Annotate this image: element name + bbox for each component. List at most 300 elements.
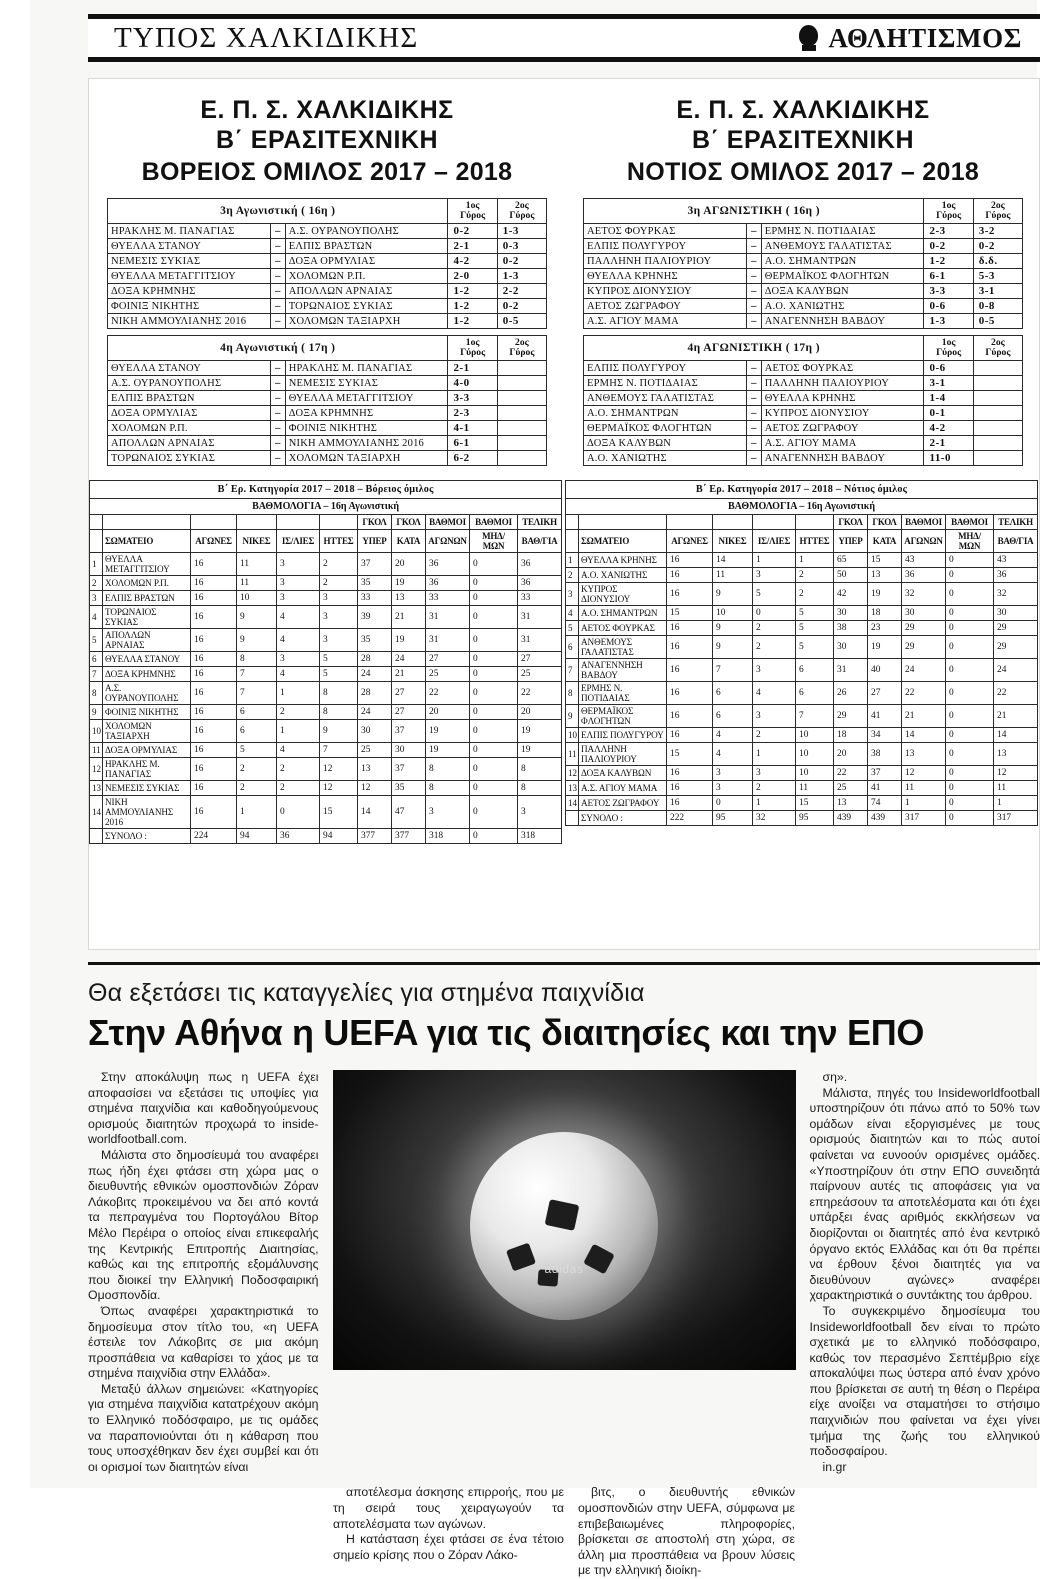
standings-row [566, 606, 1038, 621]
stat-gf: 24 [358, 667, 392, 682]
club-name: ΦΟΙΝΙΞ ΝΙΚΗΤΗΣ [103, 705, 191, 720]
stat-ded: 0 [470, 781, 518, 796]
stat-p: 16 [191, 652, 237, 667]
stat-ga: 15 [868, 553, 902, 568]
home-team: ΔΟΞΑ ΚΑΛΥΒΩΝ [584, 436, 747, 451]
stat-ded: 0 [470, 758, 518, 781]
stat-d: 1 [277, 720, 320, 743]
score-round1: 0-1 [924, 406, 973, 421]
column-header: ΜΗΔ/ΜΩΝ [470, 530, 518, 553]
vs-dash: – [270, 254, 285, 269]
standings-row [90, 629, 562, 652]
stat-l: 10 [796, 728, 834, 743]
away-team: ΤΟΡΩΝΑΙΟΣ ΣΥΚΙΑΣ [285, 299, 448, 314]
club-name: ΑΕΤΟΣ ΦΟΥΡΚΑΣ [579, 621, 667, 636]
column-header-top: ΓΚΟΛ [834, 515, 868, 530]
score-round1: 3-3 [924, 284, 973, 299]
home-team: ΝΙΚΗ ΑΜΜΟΥΛΙΑΝΗΣ 2016 [108, 314, 271, 329]
club-name: ΝΕΜΕΣΙΣ ΣΥΚΙΑΣ [103, 781, 191, 796]
fixtures-header-row [584, 336, 1023, 361]
standings-total-row [566, 811, 1038, 826]
stat-d: 3 [277, 591, 320, 606]
stat-p: 16 [191, 629, 237, 652]
club-name: Α.Σ. ΟΥΡΑΝΟΥΠΟΛΗΣ [103, 682, 191, 705]
column-header-top: ΒΑΘΜΟΙ [902, 515, 946, 530]
away-team: Α.Σ. ΟΥΡΑΝΟΥΠΟΛΗΣ [285, 224, 448, 239]
stat-total: 20 [518, 705, 562, 720]
stat-l: 6 [796, 682, 834, 705]
away-team: ΑΕΤΟΣ ΖΩΓΡΑΦΟΥ [761, 421, 924, 436]
article-paragraph: Μάλιστα στο δημοσίευμά του αναφέρει πως ήδη έχει φτάσει στη χώρα μας ο διευθυντής εθνικών ομοσπονδιών Ζόραν Λάκοβιτς προκειμένου να δει από κοντά τα πεπραγμένα του Πορτογάλου Βίτορ Μέλο Περέιρα ο οποίος είναι επικεφαλής της Κεντρικής Επιτροπής Διαιτησίας, καθώς και της επιτροπής εξομάλυνσης που διοικεί την Ελληνική Ποδοσφαιρική Ομοσπονδία. [88, 1147, 319, 1303]
club-name: ΤΟΡΩΝΑΙΟΣ ΣΥΚΙΑΣ [103, 606, 191, 629]
column-header: ΥΠΕΡ [834, 530, 868, 553]
fixture-row [584, 421, 1023, 436]
score-round2 [497, 391, 546, 406]
stat-ga: 34 [868, 728, 902, 743]
standings-row [90, 667, 562, 682]
total-w: 94 [237, 829, 277, 844]
col-header-round2: 2ος Γύρος [497, 336, 546, 361]
home-team: ΘΥΕΛΛΑ ΣΤΑΝΟΥ [108, 239, 271, 254]
stat-total: 14 [994, 728, 1038, 743]
standings-header-row-top [566, 515, 1038, 530]
club-name: Α.Ο. ΣΗΜΑΝΤΡΩΝ [579, 606, 667, 621]
total-ga: 377 [392, 829, 426, 844]
stat-d: 3 [753, 568, 796, 583]
home-team: ΧΟΛΟΜΩΝ Ρ.Π. [108, 421, 271, 436]
away-team: ΗΡΑΚΛΗΣ Μ. ΠΑΝΑΓΙΑΣ [285, 361, 448, 376]
vs-dash: – [270, 436, 285, 451]
total-ga: 439 [868, 811, 902, 826]
club-name: ΧΟΛΟΜΩΝ Ρ.Π. [103, 576, 191, 591]
stat-p: 16 [191, 796, 237, 829]
stat-gf: 35 [358, 576, 392, 591]
fixture-row [584, 436, 1023, 451]
stat-ded: 0 [470, 606, 518, 629]
fixture-row [584, 284, 1023, 299]
stat-w: 5 [237, 743, 277, 758]
club-name: ΔΟΞΑ ΚΑΛΥΒΩΝ [579, 766, 667, 781]
stat-d: 3 [277, 553, 320, 576]
score-round1: 4-2 [924, 421, 973, 436]
stat-ded: 0 [946, 796, 994, 811]
away-team: ΑΝΑΓΕΝΝΗΣΗ ΒΑΒΔΟΥ [761, 314, 924, 329]
standings-table [89, 480, 562, 844]
stat-p: 16 [667, 583, 713, 606]
group-title-line2: Β΄ ΕΡΑΣΙΤΕΧΝΙΚΗ [691, 126, 915, 154]
stat-w: 6 [713, 682, 753, 705]
stat-pts: 43 [902, 553, 946, 568]
vs-dash: – [270, 299, 285, 314]
standings-south [565, 480, 1041, 826]
stat-gf: 39 [358, 606, 392, 629]
stat-l: 3 [320, 629, 358, 652]
stat-gf: 18 [834, 728, 868, 743]
stat-gf: 22 [834, 766, 868, 781]
club-name: ΑΕΤΟΣ ΖΩΓΡΑΦΟΥ [579, 796, 667, 811]
standings-table [565, 480, 1038, 826]
stat-p: 15 [667, 606, 713, 621]
home-team: Α.Ο. ΧΑΝΙΩΤΗΣ [584, 451, 747, 466]
fixture-row [108, 376, 547, 391]
club-name: ΝΙΚΗ ΑΜΜΟΥΛΙΑΝΗΣ 2016 [103, 796, 191, 829]
standings-row [90, 781, 562, 796]
fixture-row [584, 406, 1023, 421]
article-rule [88, 962, 1040, 965]
club-name: ΑΠΟΛΛΩΝ ΑΡΝΑΙΑΣ [103, 629, 191, 652]
stat-ga: 74 [868, 796, 902, 811]
home-team: ΔΟΞΑ ΚΡΗΜΝΗΣ [108, 284, 271, 299]
club-name: ΚΥΠΡΟΣ ΔΙΟΝΥΣΙΟΥ [579, 583, 667, 606]
away-team: ΔΟΞΑ ΚΑΛΥΒΩΝ [761, 284, 924, 299]
rank-number: 7 [566, 659, 579, 682]
stat-l: 8 [320, 682, 358, 705]
stat-gf: 42 [834, 583, 868, 606]
total-d: 36 [277, 829, 320, 844]
column-header: ΙΣ/ΛΙΕΣ [753, 530, 796, 553]
fixture-row [584, 299, 1023, 314]
away-team: ΝΙΚΗ ΑΜΜΟΥΛΙΑΝΗΣ 2016 [285, 436, 448, 451]
fixtures-table [583, 335, 1023, 466]
stat-d: 2 [753, 621, 796, 636]
stat-w: 2 [237, 781, 277, 796]
fixture-row [108, 361, 547, 376]
stat-ded: 0 [946, 766, 994, 781]
col-header-round1: 1ος Γύρος [924, 199, 973, 224]
stat-ga: 24 [392, 652, 426, 667]
vs-dash: – [746, 406, 761, 421]
fixture-row [108, 239, 547, 254]
score-round1: 0-6 [924, 299, 973, 314]
standings-row [90, 720, 562, 743]
away-team: ΠΑΛΛΗΝΗ ΠΑΛΙΟΥΡΙΟΥ [761, 376, 924, 391]
vs-dash: – [270, 269, 285, 284]
score-round2: 0-5 [973, 314, 1022, 329]
column-header-top [237, 515, 277, 530]
home-team: ΕΡΜΗΣ Ν. ΠΟΤΙΔΑΙΑΣ [584, 376, 747, 391]
stat-ded: 0 [470, 553, 518, 576]
score-round2 [973, 361, 1022, 376]
stat-total: 31 [518, 629, 562, 652]
score-round1: 1-2 [448, 284, 497, 299]
club-name: ΘΥΕΛΛΑ ΜΕΤΑΓΓΙΤΣΙΟΥ [103, 553, 191, 576]
stat-gf: 20 [834, 743, 868, 766]
article-headline: Στην Αθήνα η UEFA για τις διαιτησίες και την ΕΠΟ [88, 1012, 925, 1053]
stat-pts: 8 [426, 758, 470, 781]
stat-d: 3 [277, 576, 320, 591]
fixtures-table [107, 198, 547, 329]
club-name: Α.Ο. ΧΑΝΙΩΤΗΣ [579, 568, 667, 583]
away-team: ΑΠΟΛΛΩΝ ΑΡΝΑΙΑΣ [285, 284, 448, 299]
total-l: 95 [796, 811, 834, 826]
stat-ded: 0 [470, 667, 518, 682]
stat-ded: 0 [470, 720, 518, 743]
home-team: ΑΕΤΟΣ ΖΩΓΡΑΦΟΥ [584, 299, 747, 314]
stat-total: 24 [994, 659, 1038, 682]
stat-l: 15 [796, 796, 834, 811]
stat-l: 8 [320, 705, 358, 720]
stat-d: 1 [277, 682, 320, 705]
standings-caption-row [566, 481, 1038, 499]
column-header [566, 530, 579, 553]
club-name: ΑΝΘΕΜΟΥΣ ΓΑΛΑΤΙΣΤΑΣ [579, 636, 667, 659]
stat-total: 27 [518, 652, 562, 667]
stat-total: 19 [518, 720, 562, 743]
home-team: Α.Ο. ΣΗΜΑΝΤΡΩΝ [584, 406, 747, 421]
section-title: ΑΘΛΗΤΙΣΜΟΣ [828, 22, 1022, 53]
stat-gf: 30 [358, 720, 392, 743]
score-round2: δ.δ. [973, 254, 1022, 269]
stat-total: 36 [994, 568, 1038, 583]
total-pos [566, 811, 579, 826]
stat-gf: 29 [834, 705, 868, 728]
article-paragraph: Το συγκεκριμένο δημοσίευμα του Insideworldfootball δεν είναι το πρώτο σχετικά με το ελληνικό ποδόσφαιρο, καθώς τον περασμένο Σεπτέμβριο είχε αποκαλύψει πως ύστερα από έναν χρόνο που βρίσκεται σε αυτή τη θέση ο Περέιρα είχε ανοίξει να σταματήσει το στήσιμο παιχνιδιών που φαίνεται να έχει γίνει τμήμα της ζωής του ελληνικού ποδοσφαίρου. [809, 1303, 1040, 1459]
article-photo [333, 1070, 796, 1370]
stat-l: 5 [320, 667, 358, 682]
group-column-south [565, 79, 1041, 951]
score-round2: 0-2 [973, 239, 1022, 254]
stat-ded: 0 [946, 781, 994, 796]
total-w: 95 [713, 811, 753, 826]
stat-d: 4 [277, 629, 320, 652]
rank-number: 6 [90, 652, 103, 667]
fixture-row [108, 314, 547, 329]
vs-dash: – [270, 284, 285, 299]
vs-dash: – [746, 391, 761, 406]
stat-ga: 41 [868, 781, 902, 796]
club-name: ΑΝΑΓΕΝΝΗΣΗ ΒΑΒΔΟΥ [579, 659, 667, 682]
stat-ga: 40 [868, 659, 902, 682]
home-team: ΦΟΙΝΙΞ ΝΙΚΗΤΗΣ [108, 299, 271, 314]
stat-total: 12 [994, 766, 1038, 781]
stat-pts: 36 [426, 576, 470, 591]
home-team: ΘΥΕΛΛΑ ΣΤΑΝΟΥ [108, 361, 271, 376]
standings-row [90, 591, 562, 606]
standings-subcaption-row [90, 499, 562, 515]
stat-w: 4 [713, 728, 753, 743]
article-paragraph: Στην αποκάλυψη πως η UEFA έχει αποφασίσει να εξετάσει τις υποψίες για στημένα παιχνίδια και καθοδηγούμενους ορισμούς διαιτητών προχωρά το inside-worldfootball.com. [88, 1070, 319, 1147]
stat-ga: 19 [392, 576, 426, 591]
column-header: ΚΑΤΑ [868, 530, 902, 553]
article-paragraph: αποτέλεσμα άσκησης επιρροής, που με τη σειρά τους χειραγωγούν τα αποτελέσματα των αγώνων. [332, 1485, 564, 1531]
club-name: ΔΟΞΑ ΚΡΗΜΝΗΣ [103, 667, 191, 682]
stat-total: 8 [518, 758, 562, 781]
score-round1: 1-4 [924, 391, 973, 406]
ball-brand-text: adidas [544, 1262, 584, 1276]
stat-l: 3 [320, 591, 358, 606]
stat-w: 7 [237, 682, 277, 705]
stat-gf: 25 [358, 743, 392, 758]
total-p: 222 [667, 811, 713, 826]
stat-ded: 0 [470, 576, 518, 591]
standings-row [566, 796, 1038, 811]
stat-d: 2 [753, 781, 796, 796]
stat-total: 8 [518, 781, 562, 796]
score-round1: 4-0 [448, 376, 497, 391]
stat-total: 1 [994, 796, 1038, 811]
stat-ded: 0 [946, 621, 994, 636]
column-header: ΝΙΚΕΣ [237, 530, 277, 553]
vs-dash: – [746, 239, 761, 254]
away-team: ΘΥΕΛΛΑ ΜΕΤΑΓΓΙΤΣΙΟΥ [285, 391, 448, 406]
stat-ga: 30 [392, 743, 426, 758]
home-team: ΠΑΛΛΗΝΗ ΠΑΛΙΟΥΡΙΟΥ [584, 254, 747, 269]
club-name: ΔΟΞΑ ΟΡΜΥΛΙΑΣ [103, 743, 191, 758]
stat-p: 16 [191, 553, 237, 576]
stat-ga: 21 [392, 606, 426, 629]
score-round2: 1-3 [497, 224, 546, 239]
stat-l: 2 [320, 553, 358, 576]
stat-gf: 28 [358, 682, 392, 705]
stat-gf: 24 [358, 705, 392, 720]
stat-l: 7 [320, 743, 358, 758]
standings-row [566, 728, 1038, 743]
stat-ded: 0 [946, 553, 994, 568]
stat-p: 16 [191, 743, 237, 758]
standings-subcaption: ΒΑΘΜΟΛΟΓΙΑ – 16η Αγωνιστική [90, 499, 562, 515]
stat-l: 12 [320, 758, 358, 781]
fixture-row [108, 254, 547, 269]
column-header: ΝΙΚΕΣ [713, 530, 753, 553]
stat-d: 2 [277, 705, 320, 720]
rank-number: 1 [566, 553, 579, 568]
stat-pts: 3 [426, 796, 470, 829]
article-column-1 [88, 1070, 319, 1475]
score-round2: 0-2 [497, 299, 546, 314]
stat-w: 9 [713, 621, 753, 636]
club-name: Α.Σ. ΑΓΙΟΥ ΜΑΜΑ [579, 781, 667, 796]
stat-pts: 8 [426, 781, 470, 796]
column-header: ΥΠΕΡ [358, 530, 392, 553]
home-team: ΚΥΠΡΟΣ ΔΙΟΝΥΣΙΟΥ [584, 284, 747, 299]
stat-pts: 29 [902, 636, 946, 659]
standings-caption-row [90, 481, 562, 499]
stat-gf: 25 [834, 781, 868, 796]
stat-w: 9 [237, 629, 277, 652]
standings-row [90, 743, 562, 758]
stat-ded: 0 [946, 636, 994, 659]
column-header: ΜΗΔ/ΜΩΝ [946, 530, 994, 553]
stat-ga: 21 [392, 667, 426, 682]
column-header-top [320, 515, 358, 530]
standings-row [90, 682, 562, 705]
stat-l: 5 [796, 636, 834, 659]
stat-gf: 50 [834, 568, 868, 583]
article-body-top [88, 1070, 1040, 1475]
stat-w: 1 [237, 796, 277, 829]
rank-number: 2 [90, 576, 103, 591]
away-team: Α.Ο. ΧΑΝΙΩΤΗΣ [761, 299, 924, 314]
column-header-top [103, 515, 191, 530]
score-round2 [497, 436, 546, 451]
stat-w: 2 [237, 758, 277, 781]
score-round1: 6-2 [448, 451, 497, 466]
stat-l: 7 [796, 705, 834, 728]
stat-total: 30 [994, 606, 1038, 621]
rank-number: 14 [566, 796, 579, 811]
score-round2: 1-3 [497, 269, 546, 284]
stat-gf: 37 [358, 553, 392, 576]
total-ded: 0 [946, 811, 994, 826]
stat-l: 5 [796, 606, 834, 621]
column-header-top [566, 515, 579, 530]
stat-ded: 0 [470, 591, 518, 606]
standings-row [90, 652, 562, 667]
score-round1: 1-3 [924, 314, 973, 329]
home-team: ΔΟΞΑ ΟΡΜΥΛΙΑΣ [108, 406, 271, 421]
standings-row [90, 576, 562, 591]
stat-w: 9 [237, 606, 277, 629]
stat-ded: 0 [470, 682, 518, 705]
football-trophy-icon [798, 25, 820, 51]
fixture-row [108, 436, 547, 451]
stat-total: 43 [994, 553, 1038, 568]
home-team: ΑΕΤΟΣ ΦΟΥΡΚΑΣ [584, 224, 747, 239]
away-team: ΔΟΞΑ ΟΡΜΥΛΙΑΣ [285, 254, 448, 269]
stat-total: 22 [994, 682, 1038, 705]
standings-row [90, 705, 562, 720]
stat-total: 22 [518, 682, 562, 705]
stat-d: 3 [753, 766, 796, 781]
home-team: ΑΠΟΛΛΩΝ ΑΡΝΑΙΑΣ [108, 436, 271, 451]
rank-number: 13 [90, 781, 103, 796]
stat-total: 21 [994, 705, 1038, 728]
stat-l: 2 [796, 568, 834, 583]
stat-total: 3 [518, 796, 562, 829]
stat-w: 7 [713, 659, 753, 682]
stat-w: 14 [713, 553, 753, 568]
club-name: ΘΥΕΛΛΑ ΚΡΗΝΗΣ [579, 553, 667, 568]
stat-ded: 0 [946, 705, 994, 728]
stat-d: 3 [753, 659, 796, 682]
stat-d: 5 [753, 583, 796, 606]
column-header: ΒΑΘ/ΓΙΑ [994, 530, 1038, 553]
stat-w: 6 [237, 720, 277, 743]
stat-ded: 0 [946, 728, 994, 743]
stat-pts: 1 [902, 796, 946, 811]
fixture-row [108, 299, 547, 314]
away-team: ΕΡΜΗΣ Ν. ΠΟΤΙΔΑΙΑΣ [761, 224, 924, 239]
stat-p: 16 [667, 705, 713, 728]
rank-number: 1 [90, 553, 103, 576]
score-round1: 1-2 [448, 299, 497, 314]
score-round2: 0-2 [497, 254, 546, 269]
column-header-top: ΒΑΘΜΟΙ [946, 515, 994, 530]
away-team: ΧΟΛΟΜΩΝ Ρ.Π. [285, 269, 448, 284]
stat-pts: 25 [426, 667, 470, 682]
away-team: ΧΟΛΟΜΩΝ ΤΑΞΙΑΡΧΗ [285, 451, 448, 466]
standings-row [566, 682, 1038, 705]
column-header-top [667, 515, 713, 530]
score-round1: 2-3 [924, 224, 973, 239]
article-paragraph: βιτς, ο διευθυντής εθνικών ομοσπονδιών στην UEFA, σύμφωνα με επιβεβαιωμένες πληροφορίες, βρίσκεται σε αποστολή στη χώρα, σε άλλη μια προσπάθεια να βρουν λύσεις με την ελληνική διοίκη- [577, 1485, 796, 1578]
standings-row [566, 553, 1038, 568]
article [88, 962, 1040, 1578]
vs-dash: – [746, 376, 761, 391]
vs-dash: – [270, 406, 285, 421]
stat-d: 2 [277, 781, 320, 796]
stat-ded: 0 [946, 659, 994, 682]
group-title-line3: ΒΟΡΕΙΟΣ ΟΜΙΛΟΣ 2017 – 2018 [141, 158, 513, 186]
stat-w: 10 [237, 591, 277, 606]
club-name: ΧΟΛΟΜΩΝ ΤΑΞΙΑΡΧΗ [103, 720, 191, 743]
score-round2: 2-2 [497, 284, 546, 299]
article-paragraph: Μάλιστα, πηγές του Insideworldfootball υποστηρίζουν ότι πάνω από το 50% των ομάδων είναι εξοργισμένες με τους ορισμούς διαιτητών και το πώς αυτοί φαίνεται να ευνοούν ορισμένες ομάδες. «Υποστηρίζουν ότι στην ΕΠΟ συνειδητά παίρνουν αυτές τις αποφάσεις για να επηρεάσουν τα αποτελέσματα και ότι έχει υπάρξει ένας αριθμός εκκλήσεων να διορίζονται οι διαιτητές από ένα κεντρικό όργανο εκτός Ελλάδας και ότι θα πρέπει να έρθουν ξένοι διαιτητές για να διευθύνουν αγώνες» αναφέρει χαρακτηριστικά ο συντάκτης του άρθρου. [809, 1085, 1040, 1303]
score-round1: 2-1 [448, 239, 497, 254]
stat-l: 10 [796, 743, 834, 766]
total-club: ΣΥΝΟΛΟ : [103, 829, 191, 844]
column-header: ΑΓΩΝΕΣ [667, 530, 713, 553]
